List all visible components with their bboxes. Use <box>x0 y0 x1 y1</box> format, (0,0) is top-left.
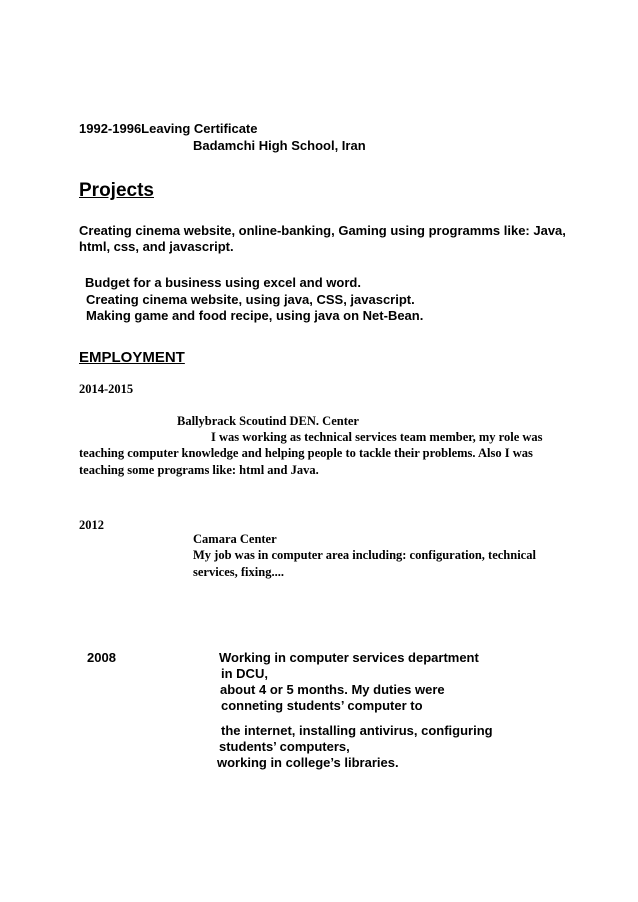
job2-employer: Camara Center <box>193 532 277 546</box>
job1-desc-line2: teaching computer knowledge and helping people to tackle their problems. Also I was <box>79 446 533 460</box>
education-title: Leaving Certificate <box>141 121 258 136</box>
projects-intro-line1: Creating cinema website, online-banking, Gaming using programms like: Java, <box>79 223 566 238</box>
job1-desc-line1: I was working as technical services team member, my role was <box>211 430 543 444</box>
job3-desc-line: conneting students’ computer to <box>221 698 423 713</box>
projects-item: Budget for a business using excel and word. <box>85 275 361 290</box>
job2-year: 2012 <box>79 518 104 532</box>
job3-desc-line: Working in computer services department <box>219 650 479 665</box>
job2-desc-line1: My job was in computer area including: configuration, technical <box>193 548 536 562</box>
job3-desc-line: students’ computers, <box>219 739 350 754</box>
job3-desc-line: about 4 or 5 months. My duties were <box>220 682 445 697</box>
job2-desc-line2: services, fixing.... <box>193 565 284 579</box>
projects-item: Making game and food recipe, using java on Net-Bean. <box>86 308 424 323</box>
job1-employer: Ballybrack Scoutind DEN. Center <box>177 414 359 428</box>
education-school: Badamchi High School, Iran <box>193 138 366 153</box>
job3-desc-line: in DCU, <box>221 666 268 681</box>
job1-desc-line3: teaching some programs like: html and Java. <box>79 463 319 477</box>
job3-desc-line: the internet, installing antivirus, configuring <box>221 723 493 738</box>
projects-item: Creating cinema website, using java, CSS, javascript. <box>86 292 415 307</box>
projects-heading: Projects <box>79 180 154 201</box>
projects-intro-line2: html, css, and javascript. <box>79 239 234 254</box>
employment-heading: EMPLOYMENT <box>79 349 185 366</box>
job1-years: 2014-2015 <box>79 382 134 396</box>
education-line <box>79 121 258 136</box>
education-years: 1992-1996 <box>79 121 142 136</box>
job3-year: 2008 <box>87 650 116 665</box>
job3-desc-line: working in college’s libraries. <box>217 755 399 770</box>
